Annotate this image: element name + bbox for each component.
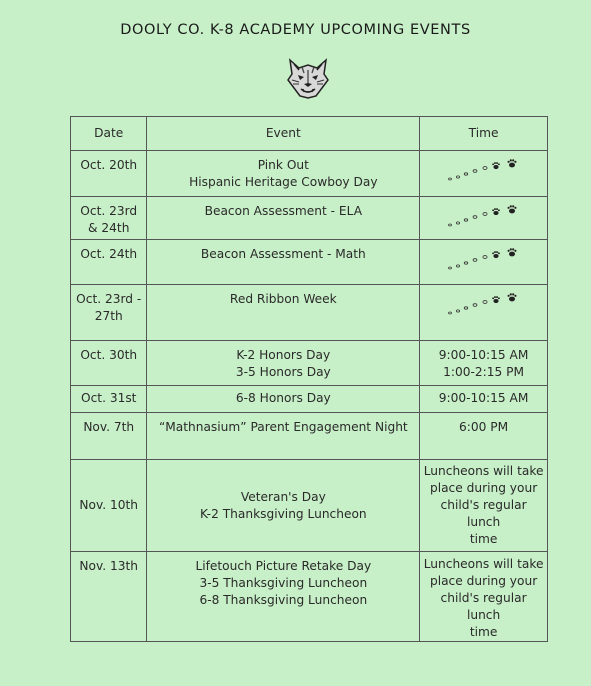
table-row bbox=[71, 197, 548, 240]
event-cell bbox=[147, 285, 420, 341]
time-text: child's regular lunch bbox=[440, 498, 527, 529]
time-text: time bbox=[469, 532, 498, 546]
time-text: 1:00-2:15 PM bbox=[443, 365, 525, 379]
event-cell bbox=[147, 552, 420, 642]
date-cell bbox=[71, 413, 147, 460]
time-cell bbox=[420, 460, 548, 552]
time-text: time bbox=[469, 625, 498, 639]
table-row bbox=[71, 240, 548, 285]
date-cell bbox=[71, 552, 147, 642]
event-cell bbox=[147, 341, 420, 386]
date-cell bbox=[71, 240, 147, 285]
date-cell bbox=[71, 341, 147, 386]
date-text: Nov. 7th bbox=[83, 420, 135, 434]
event-text: 3-5 Honors Day bbox=[235, 365, 331, 379]
time-text: 9:00-10:15 AM bbox=[438, 348, 529, 362]
event-cell bbox=[147, 386, 420, 413]
event-text: Red Ribbon Week bbox=[229, 292, 337, 306]
date-text: & 24th bbox=[88, 221, 130, 235]
header-date: Date bbox=[71, 117, 147, 151]
date-text: Oct. 31st bbox=[81, 391, 137, 405]
time-text: child's regular lunch bbox=[440, 591, 527, 622]
time-cell bbox=[420, 413, 548, 460]
date-cell bbox=[71, 386, 147, 413]
time-text: Luncheons will take bbox=[423, 557, 544, 571]
header-event: Event bbox=[147, 117, 420, 151]
paw-prints-icon bbox=[446, 203, 522, 229]
paw-prints-icon bbox=[446, 291, 522, 317]
event-cell bbox=[147, 460, 420, 552]
time-text: place during your bbox=[429, 481, 538, 495]
time-text: 9:00-10:15 AM bbox=[438, 391, 529, 405]
date-text: Nov. 10th bbox=[79, 498, 139, 512]
table-row bbox=[71, 552, 548, 642]
time-cell bbox=[420, 285, 548, 341]
date-text: Oct. 23rd bbox=[80, 204, 138, 218]
event-cell bbox=[147, 240, 420, 285]
table-row bbox=[71, 413, 548, 460]
event-text: Pink Out bbox=[257, 158, 309, 172]
table-row bbox=[71, 151, 548, 197]
event-text: “Mathnasium” Parent Engagement Night bbox=[158, 420, 408, 434]
date-text: Oct. 24th bbox=[80, 247, 138, 261]
event-text: Beacon Assessment - ELA bbox=[204, 204, 363, 218]
table-row bbox=[71, 460, 548, 552]
date-text: Oct. 20th bbox=[80, 158, 138, 172]
time-cell bbox=[420, 151, 548, 197]
table-row bbox=[71, 386, 548, 413]
table-header-row bbox=[71, 117, 548, 151]
event-text: 6-8 Thanksgiving Luncheon bbox=[199, 593, 368, 607]
time-cell bbox=[420, 341, 548, 386]
date-text: Oct. 30th bbox=[80, 348, 138, 362]
header-time: Time bbox=[420, 117, 548, 151]
time-cell bbox=[420, 386, 548, 413]
event-cell bbox=[147, 151, 420, 197]
event-text: 3-5 Thanksgiving Luncheon bbox=[199, 576, 368, 590]
date-cell bbox=[71, 460, 147, 552]
event-text: Veteran's Day bbox=[240, 489, 326, 504]
date-text: Oct. 23rd - bbox=[76, 292, 142, 306]
time-cell bbox=[420, 552, 548, 642]
event-text: K-2 Honors Day bbox=[236, 348, 331, 362]
event-text: Lifetouch Picture Retake Day bbox=[195, 559, 372, 573]
paw-prints-icon bbox=[446, 246, 522, 272]
event-text: 6-8 Honors Day bbox=[235, 391, 331, 405]
table-row bbox=[71, 285, 548, 341]
event-text: K-2 Thanksgiving Luncheon bbox=[199, 506, 367, 521]
date-text: Nov. 13th bbox=[79, 559, 139, 573]
time-cell bbox=[420, 240, 548, 285]
bobcat-mascot-icon bbox=[286, 56, 330, 100]
page-title: DOOLY CO. K-8 ACADEMY UPCOMING EVENTS bbox=[120, 22, 471, 38]
time-cell bbox=[420, 197, 548, 240]
date-cell bbox=[71, 197, 147, 240]
event-text: Beacon Assessment - Math bbox=[200, 247, 366, 261]
paw-prints-icon bbox=[446, 157, 522, 183]
time-text: place during your bbox=[429, 574, 538, 588]
date-text: 27th bbox=[94, 309, 123, 323]
date-cell bbox=[71, 285, 147, 341]
table-row bbox=[71, 341, 548, 386]
event-text: Hispanic Heritage Cowboy Day bbox=[189, 175, 378, 189]
time-text: Luncheons will take bbox=[423, 464, 544, 478]
events-table bbox=[70, 116, 548, 642]
time-text: 6:00 PM bbox=[459, 420, 509, 434]
event-cell bbox=[147, 413, 420, 460]
date-cell bbox=[71, 151, 147, 197]
event-cell bbox=[147, 197, 420, 240]
